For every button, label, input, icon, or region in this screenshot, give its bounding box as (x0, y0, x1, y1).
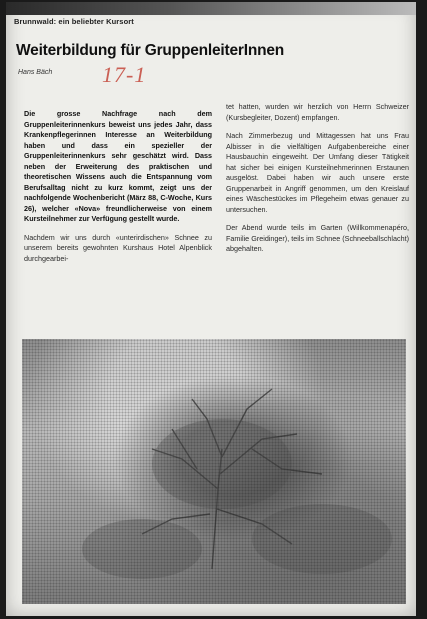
right-column (226, 102, 409, 263)
right-body-paragraph-3: Der Abend wurde teils im Garten (Willkommenapéro, Familie Greidinger), teils im Schnee (Schneeballschlacht) abgehalten. (226, 223, 409, 253)
right-body-paragraph-1: tet hatten, wurden wir herzlich von Herrn Schweizer (Kursbegleiter, Dozent) empfangen. (226, 102, 409, 122)
right-body-paragraph-2: Nach Zimmerbezug und Mittagessen hat uns Frau Albisser in die vielfältigen Aufgabenbereiche einer Hausbauchin eingeweiht. Der Umfang dieser Tätigkeit hat sicher bei einigen Kursteilnehmerinnen Erstaunen ausgelöst. Dabei haben wir auch unsere erste Gruppenarbeit in Angriff genommen, um den Kreislauf eines Wäschestückes im Pflegeheim etwas genauer zu untersuchen. (226, 131, 409, 214)
header-band (6, 2, 416, 15)
article-tagline: Brunnwald: ein beliebter Kursort (14, 17, 134, 26)
handwritten-mark: 17-1 (102, 62, 147, 87)
article-title: Weiterbildung für GruppenleiterInnen (16, 42, 285, 59)
magazine-page (6, 2, 416, 616)
lead-paragraph: Die grosse Nachfrage nach dem Gruppenleiterinnenkurs beweist uns jedes Jahr, dass Krankenpflegerinnen Interesse an Weiterbildung haben und dass ein spezieller der Gruppenleiterinnenkurs sehr geschätzt wird. Dass neben der Erweiterung des praktischen und theoretischen Wissens auch die Entspannung vom Berufsalltag nicht zu kurz kommt, zeigt uns der nachfolgende Wochenbericht (März 88, C-Woche, Kurs 26), welcher «Nova» freundlicherweise von einem Kursteilnehmer zur Verfügung gestellt wurde. (24, 109, 212, 223)
article-author: Hans Bäch (18, 69, 53, 76)
left-column (24, 109, 212, 272)
halftone-overlay (22, 339, 406, 604)
article-photo (22, 339, 406, 604)
left-body-paragraph: Nachdem wir uns durch «unterirdischen» Schnee zu unserem bereits gewohnten Kurshaus Hotel Alpenblick durchgearbei- (24, 232, 212, 263)
